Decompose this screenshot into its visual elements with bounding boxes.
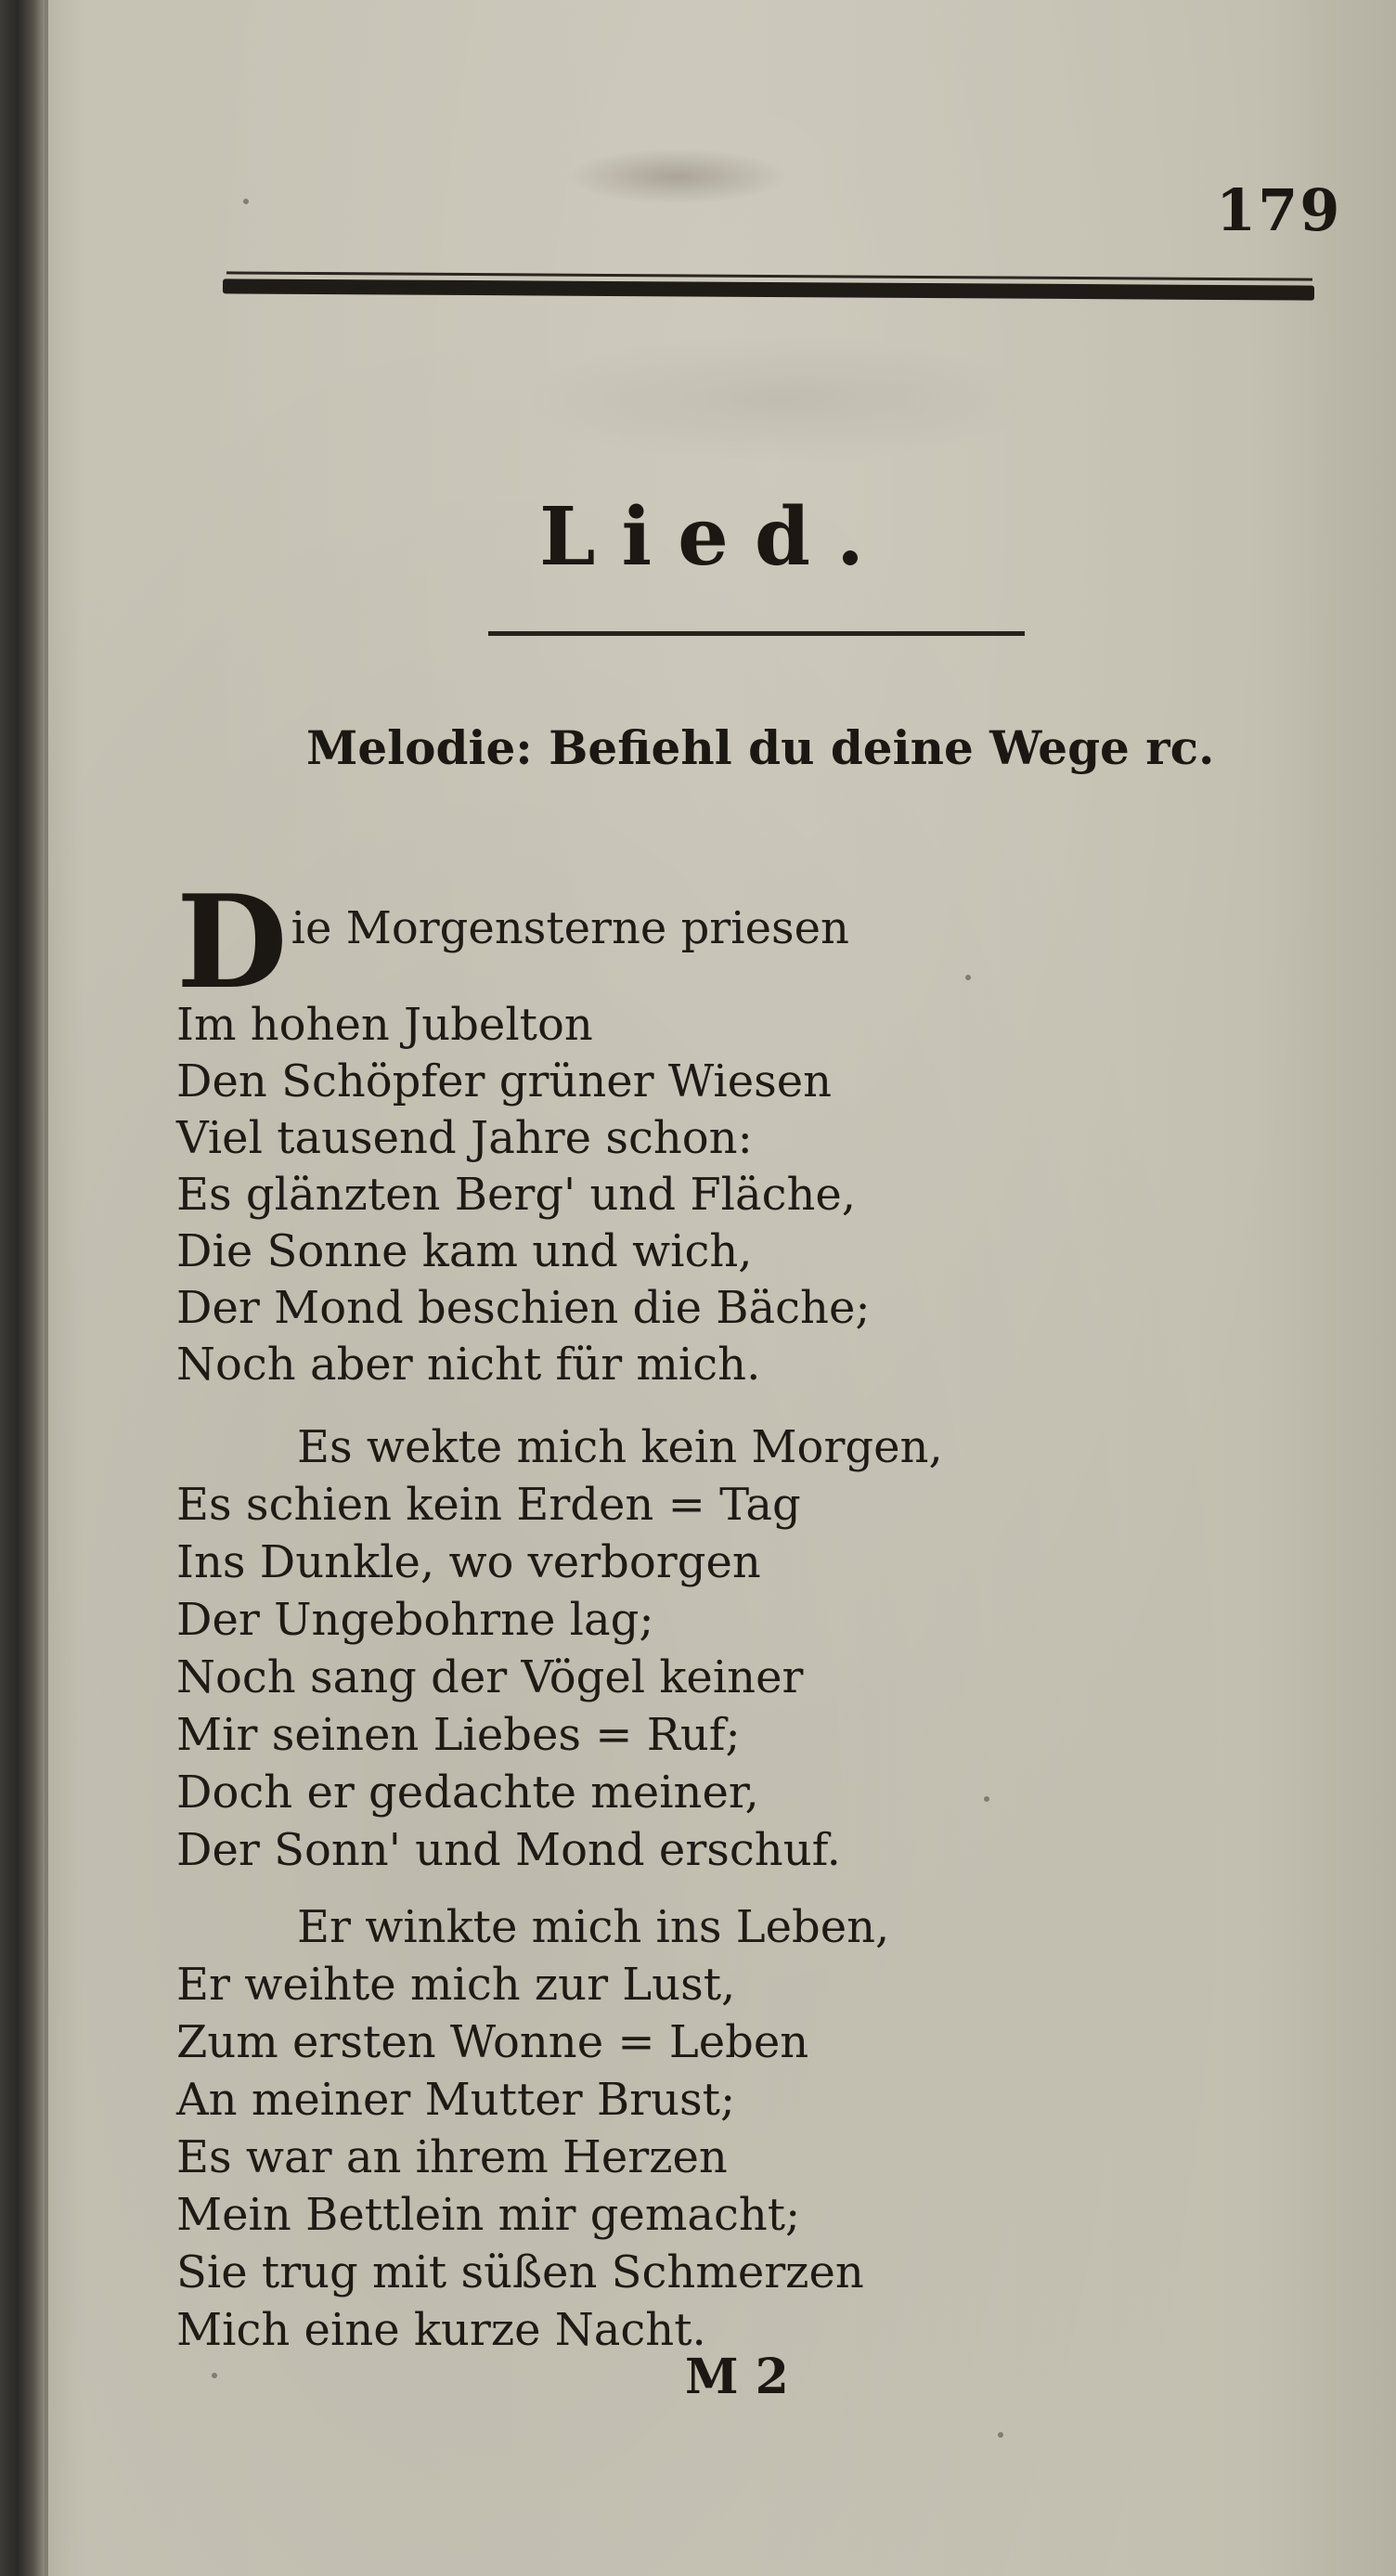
verse-line: Es wekte mich kein Morgen, xyxy=(297,1421,943,1473)
header-rule xyxy=(223,278,1314,300)
stanza-3 xyxy=(176,1898,889,2359)
page-number: 179 xyxy=(1216,176,1342,244)
verse-line: An meiner Mutter Brust; xyxy=(176,2074,736,2126)
verse-line: Viel tausend Jahre schon: xyxy=(176,1112,753,1164)
paper-speck xyxy=(243,199,249,204)
verse-line: Es war an ihrem Herzen xyxy=(176,2131,728,2183)
verse-line: Er weihte mich zur Lust, xyxy=(176,1959,736,2011)
paper-speck xyxy=(998,2432,1003,2438)
verse-line: Noch sang der Vögel keiner xyxy=(176,1651,804,1703)
verse-line: Der Mond beschien die Bäche; xyxy=(176,1282,871,1334)
verse-line: Es schien kein Erden = Tag xyxy=(176,1479,801,1531)
verse-line: Den Schöpfer grüner Wiesen xyxy=(176,1055,833,1107)
catchword: M 2 xyxy=(685,2349,789,2405)
verse-line: Mir seinen Liebes = Ruf; xyxy=(176,1709,741,1761)
poem-title: Lied. xyxy=(539,490,890,584)
verse-line: Mich eine kurze Nacht. xyxy=(176,2304,706,2356)
drop-cap: D xyxy=(176,866,288,1017)
verse-line: Doch er gedachte meiner, xyxy=(176,1767,759,1819)
book-gutter xyxy=(0,0,45,2576)
ink-smudge xyxy=(566,149,789,204)
verse-line: Mein Bettlein mir gemacht; xyxy=(176,2189,801,2241)
verse-line: Ins Dunkle, wo verborgen xyxy=(176,1536,761,1588)
stanza-2 xyxy=(176,1418,943,1879)
title-rule xyxy=(488,631,1025,636)
paper-speck xyxy=(212,2373,217,2378)
gutter-edge xyxy=(45,0,48,2576)
verse-line: Sie trug mit süßen Schmerzen xyxy=(176,2246,864,2298)
verse-line: Er winkte mich ins Leben, xyxy=(297,1901,890,1953)
verse-line: ie Morgensterne priesen xyxy=(291,902,849,954)
melody-line: Melodie: Befiehl du deine Wege rc. xyxy=(306,720,1215,775)
stanza-1 xyxy=(176,866,871,1393)
verse-line: Es glänzten Berg' und Fläche, xyxy=(176,1169,857,1221)
show-through xyxy=(520,334,1040,464)
verse-line: Der Ungebohrne lag; xyxy=(176,1594,654,1646)
verse-line: Noch aber nicht für mich. xyxy=(176,1339,761,1391)
verse-line: Im hohen Jubelton xyxy=(176,999,593,1051)
paper-speck xyxy=(965,975,971,980)
verse-line: Der Sonn' und Mond erschuf. xyxy=(176,1824,841,1876)
verse-line: Zum ersten Wonne = Leben xyxy=(176,2016,809,2068)
paper-speck xyxy=(984,1796,989,1802)
verse-line: Die Sonne kam und wich, xyxy=(176,1225,753,1277)
